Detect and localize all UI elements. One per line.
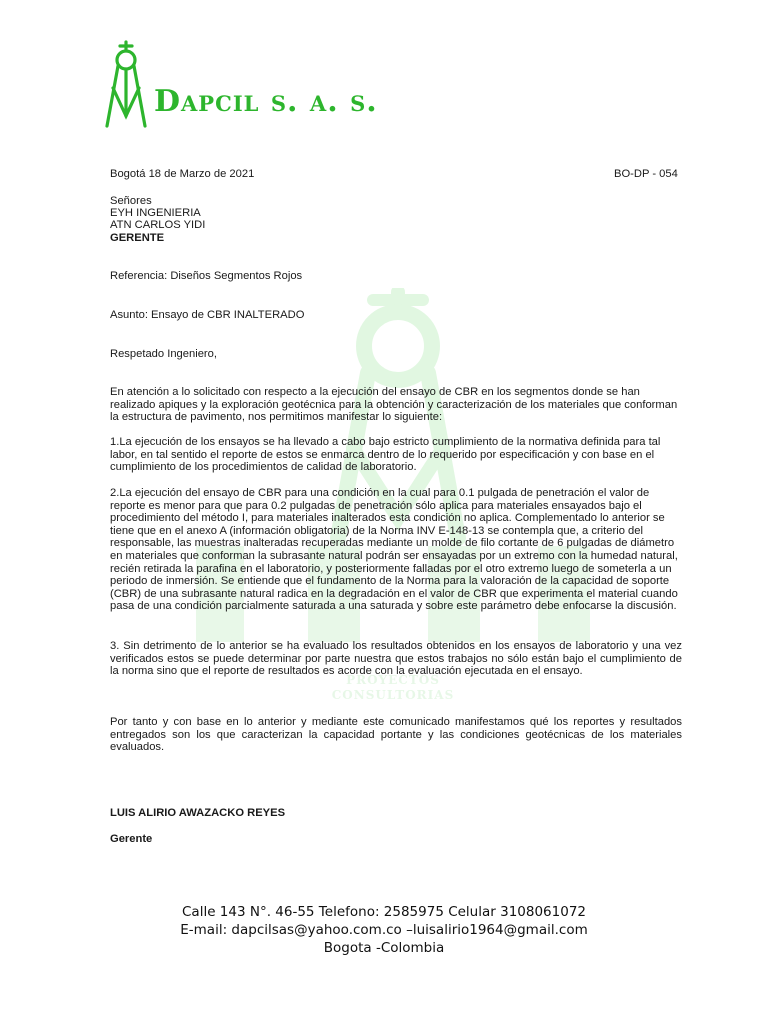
watermark-text-proyectos: PROYECTOS xyxy=(346,673,440,687)
company-name: Dapcil s. a. s. xyxy=(154,84,378,119)
letter-code: BO-DP - 054 xyxy=(614,168,678,180)
footer-city: Bogota -Colombia xyxy=(323,940,445,956)
recipient-attention: ATN CARLOS YIDI xyxy=(110,219,206,231)
company-logo xyxy=(104,40,384,130)
recipient-role: GERENTE xyxy=(110,232,165,244)
letter-reference: Referencia: Diseños Segmentos Rojos xyxy=(110,270,303,282)
watermark-text-consultorias: CONSULTORIAS xyxy=(331,688,455,702)
recipient-company: EYH INGENIERIA xyxy=(110,207,201,219)
letter-subject: Asunto: Ensayo de CBR INALTERADO xyxy=(110,309,305,321)
paragraph-conclusion: Por tanto y con base en lo anterior y mediante este comunicado manifestamos qué los reportes y resultados entregados son los que caracterizan la capacidad portante y las condiciones geotécnicas de los materiales evaluados. xyxy=(110,716,682,754)
paragraph-intro: En atención a lo solicitado con respecto a la ejecución del ensayo de CBR en los segmentos donde se han realizado apiques y la exploración geotécnica para la obtención y caracterización de los materiales que conforman la estructura de pavimento, nos permitimos manifestar lo siguiente: xyxy=(110,386,678,424)
footer-address: Calle 143 N°. 46-55 Telefono: 2585975 Celular 3108061072 xyxy=(182,904,586,920)
signer-name: LUIS ALIRIO AWAZACKO REYES xyxy=(110,807,286,819)
letter-date: Bogotá 18 de Marzo de 2021 xyxy=(110,168,255,180)
letter-greeting: Respetado Ingeniero, xyxy=(110,348,217,360)
signer-title: Gerente xyxy=(110,833,153,845)
paragraph-point-1: 1.La ejecución de los ensayos se ha llevado a cabo bajo estricto cumplimiento de la normativa definida para tal labor, en tal sentido el reporte de estos se enmarca dentro de lo requerido por especificación y con base en el cumplimiento de los procedimientos de calidad de laboratorio. xyxy=(110,436,661,474)
derrick-logo-icon xyxy=(104,40,154,130)
paragraph-point-3: 3. Sin detrimento de lo anterior se ha evaluado los resultados obtenidos en los ensayos de laboratorio y una vez verificados estos se puede determinar por parte nuestra que estos trabajos no sólo están bajo el cumplimiento de la norma sino que el reporte de resultados es acorde con la evaluación ejecutada en el ensayo. xyxy=(110,640,682,678)
footer-email: E-mail: dapcilsas@yahoo.com.co –luisalirio1964@gmail.com xyxy=(180,922,588,938)
paragraph-point-2: 2.La ejecución del ensayo de CBR para una condición en la cual para 0.1 pulgada de penetración el valor de reporte es menor para que para 0.2 pulgadas de penetración sólo aplica para materiales ensayados bajo el procedimiento del método I, para materiales inalterados esta condición no aplica. Complementado lo anterior se tiene que en el anexo A (información obligatoria) de la Norma INV E-148-13 se contempla que, a criterio del responsable, las muestras inalteradas recuperadas mediante un molde de filo cortante de 6 pulgadas de diámetro en materiales que conforman la subrasante natural podrán ser ensayadas por un extremo con la humedad natural, recién retirada la parafina en el laboratorio, y posteriormente falladas por el otro extremo luego de someterla a un periodo de inmersión. Se entiende que el fundamento de la Norma para la valoración de la capacidad de soporte (CBR) de una subrasante natural radica en la degradación en el valor de CBR que experimenta el material cuando pasa de una condición parcialmente saturada a una saturada y sobre este parámetro debe enfocarse la discusión. xyxy=(110,487,678,613)
recipient-salutation: Señores xyxy=(110,195,152,207)
